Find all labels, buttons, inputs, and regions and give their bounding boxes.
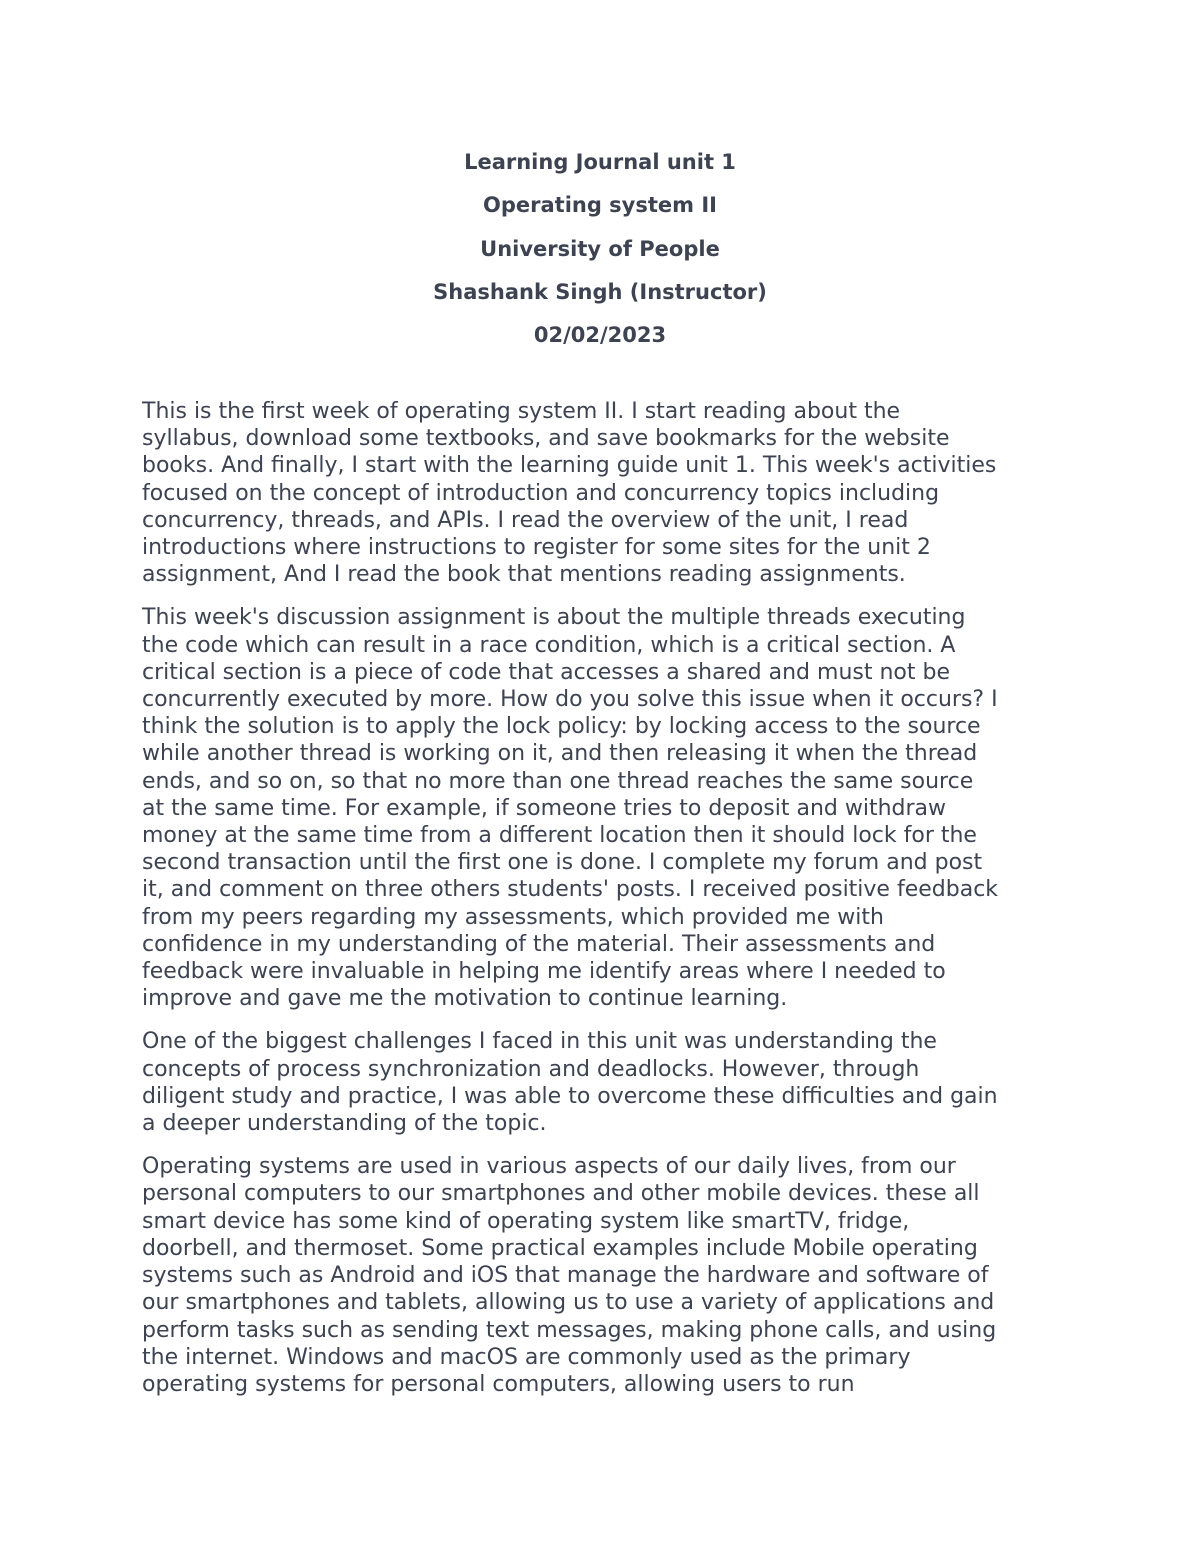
paragraph-line: money at the same time from a different location then it should lock for the bbox=[142, 823, 977, 849]
paragraph-line: critical section is a piece of code that accesses a shared and must not be bbox=[142, 659, 950, 685]
paragraph-line: concurrency, threads, and APIs. I read the overview of the unit, I read bbox=[142, 507, 909, 533]
paragraph-line: books. And finally, I start with the learning guide unit 1. This week's activities bbox=[142, 453, 997, 479]
paragraph-line: improve and gave me the motivation to continue learning. bbox=[142, 986, 788, 1012]
paragraph-line: it, and comment on three others students' posts. I received positive feedback bbox=[142, 877, 999, 903]
paragraph bbox=[142, 1153, 1072, 1398]
paragraph-line: syllabus, download some textbooks, and save bookmarks for the website bbox=[142, 426, 950, 452]
paragraph-line: at the same time. For example, if someone tries to deposit and withdraw bbox=[142, 795, 947, 821]
paragraph-line: perform tasks such as sending text messages, making phone calls, and using bbox=[142, 1317, 997, 1343]
paragraph-line: a deeper understanding of the topic. bbox=[142, 1111, 547, 1137]
paragraph-line: the internet. Windows and macOS are commonly used as the primary bbox=[142, 1344, 911, 1370]
paragraph-line: the code which can result in a race condition, which is a critical section. A bbox=[142, 632, 956, 658]
paragraph-line: our smartphones and tablets, allowing us to use a variety of applications and bbox=[142, 1290, 995, 1316]
paragraph-line: concepts of process synchronization and deadlocks. However, through bbox=[142, 1056, 920, 1082]
paragraph-line: One of the biggest challenges I faced in this unit was understanding the bbox=[142, 1029, 937, 1055]
paragraph-line: diligent study and practice, I was able to overcome these difficulties and gain bbox=[142, 1083, 998, 1109]
course-name: Operating system II bbox=[483, 193, 717, 218]
instructor-name: Shashank Singh (Instructor) bbox=[433, 279, 767, 304]
paragraph-line: operating systems for personal computers, allowing users to run bbox=[142, 1371, 855, 1397]
body-text bbox=[142, 398, 1072, 1414]
university-name: University of People bbox=[480, 236, 720, 261]
paragraph-line: smart device has some kind of operating system like smartTV, fridge, bbox=[142, 1208, 910, 1234]
paragraph bbox=[142, 1028, 1072, 1137]
document-date: 02/02/2023 bbox=[533, 323, 667, 348]
paragraph-line: Operating systems are used in various aspects of our daily lives, from our bbox=[142, 1154, 956, 1180]
paragraph-line: assignment, And I read the book that mentions reading assignments. bbox=[142, 562, 906, 588]
paragraph-line: doorbell, and thermoset. Some practical examples include Mobile operating bbox=[142, 1235, 978, 1261]
paragraph-line: concurrently executed by more. How do you solve this issue when it occurs? I bbox=[142, 687, 998, 713]
paragraph-line: ends, and so on, so that no more than one thread reaches the same source bbox=[142, 768, 974, 794]
paragraph-line: systems such as Android and iOS that manage the hardware and software of bbox=[142, 1263, 989, 1289]
paragraph-line: This week's discussion assignment is about the multiple threads executing bbox=[142, 605, 966, 631]
paragraph-line: feedback were invaluable in helping me identify areas where I needed to bbox=[142, 959, 946, 985]
paragraph bbox=[142, 398, 1072, 588]
paragraph-line: from my peers regarding my assessments, which provided me with bbox=[142, 904, 884, 930]
paragraph-line: personal computers to our smartphones and other mobile devices. these all bbox=[142, 1181, 980, 1207]
paragraph bbox=[142, 604, 1072, 1012]
paragraph-line: introductions where instructions to register for some sites for the unit 2 bbox=[142, 535, 931, 561]
title-block bbox=[0, 141, 1200, 357]
paragraph-line: This is the first week of operating system II. I start reading about the bbox=[142, 399, 901, 424]
paragraph-line: second transaction until the first one is done. I complete my forum and post bbox=[142, 850, 983, 876]
paragraph-line: think the solution is to apply the lock policy: by locking access to the source bbox=[142, 714, 981, 740]
paragraph-line: while another thread is working on it, and then releasing it when the thread bbox=[142, 741, 978, 767]
paragraph-line: focused on the concept of introduction and concurrency topics including bbox=[142, 480, 940, 506]
paragraph-line: confidence in my understanding of the material. Their assessments and bbox=[142, 931, 936, 957]
document-title: Learning Journal unit 1 bbox=[464, 150, 736, 174]
